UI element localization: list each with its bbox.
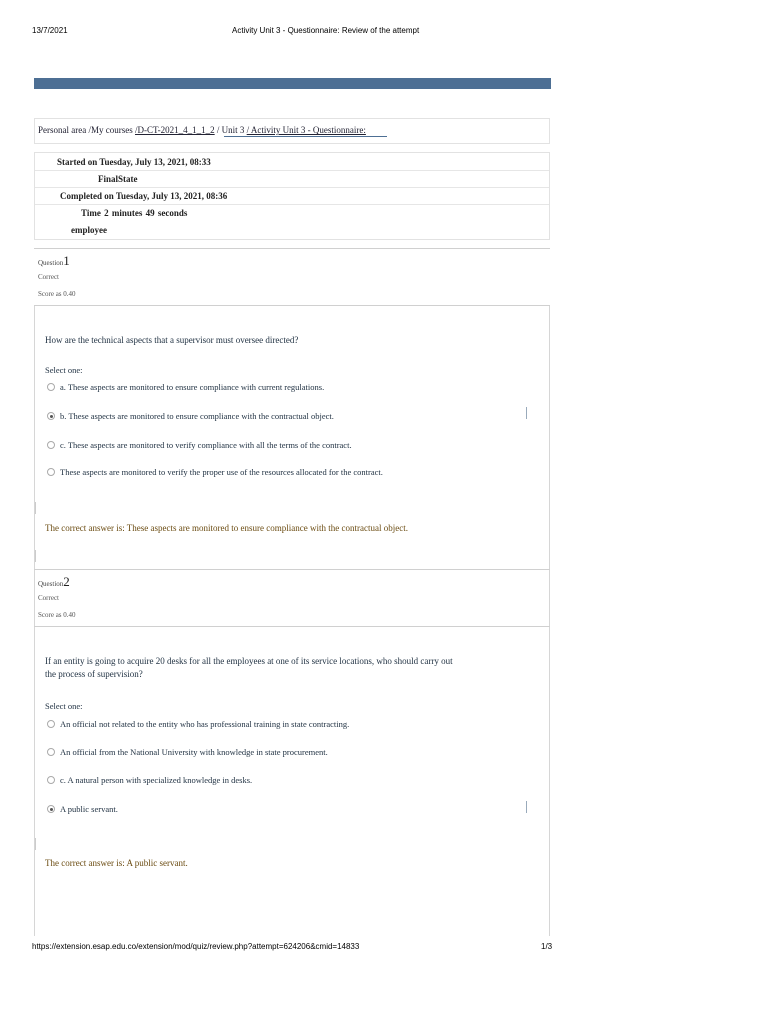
summary-completed: Completed on Tuesday, July 13, 2021, 08:36 xyxy=(60,191,228,201)
summary-employee: employee xyxy=(71,225,107,235)
summary-state: FinalState xyxy=(98,174,138,184)
question-1-number: Question1 xyxy=(38,253,70,268)
print-footer xyxy=(0,942,768,954)
question-2-text: If an entity is going to acquire 20 desks for all the employees at one of its service locations, who should carry out the process of supervision? xyxy=(45,656,453,679)
question-2-state: Correct xyxy=(38,594,59,602)
question-2-number: Question2 xyxy=(38,574,70,589)
question-2-option-c[interactable]: c. A natural person with specialized knowledge in desks. xyxy=(47,775,252,787)
breadcrumb-active-underline xyxy=(224,136,387,137)
question-2-option-a[interactable]: An official not related to the entity who has professional training in state contracting. xyxy=(47,719,349,731)
question-2-feedback: The correct answer is: A public servant. xyxy=(45,858,188,868)
breadcrumb-personal-area[interactable]: Personal area xyxy=(38,125,87,135)
question-2-option-b[interactable]: An official from the National University with knowledge in state procurement. xyxy=(47,747,328,759)
question-1-option-d[interactable]: These aspects are monitored to verify the proper use of the resources allocated for the contract. xyxy=(47,467,383,479)
question-1-grade: Score as 0.40 xyxy=(38,290,76,298)
radio-checked-icon[interactable] xyxy=(47,412,55,420)
question-1-option-a[interactable]: a. These aspects are monitored to ensure compliance with current regulations. xyxy=(47,382,324,394)
question-1-correct-mark xyxy=(526,407,527,419)
summary-time: Time 2 minutes 49 seconds xyxy=(81,208,188,218)
question-2-select-one: Select one: xyxy=(45,701,83,711)
question-1-feedback: The correct answer is: These aspects are monitored to ensure compliance with the contractual object. xyxy=(45,523,408,533)
question-1-end-divider xyxy=(35,550,36,562)
print-url: https://extension.esap.edu.co/extension/mod/quiz/review.php?attempt=624206&cmid=14833 xyxy=(32,942,360,951)
radio-unchecked-icon[interactable] xyxy=(47,748,55,756)
question-1-state: Correct xyxy=(38,273,59,281)
question-2-feedback-divider xyxy=(35,838,36,850)
site-header-bar xyxy=(34,78,551,89)
summary-employee-row xyxy=(35,221,549,238)
question-1-feedback-divider xyxy=(35,502,36,514)
radio-checked-icon[interactable] xyxy=(47,805,55,813)
radio-unchecked-icon[interactable] xyxy=(47,468,55,476)
print-date: 13/7/2021 xyxy=(32,26,68,35)
question-1-info xyxy=(34,248,550,306)
radio-unchecked-icon[interactable] xyxy=(47,720,55,728)
radio-unchecked-icon[interactable] xyxy=(47,441,55,449)
question-1-option-c[interactable]: c. These aspects are monitored to verify compliance with all the terms of the contract. xyxy=(47,440,352,452)
question-2-correct-mark xyxy=(526,801,527,813)
radio-unchecked-icon[interactable] xyxy=(47,776,55,784)
summary-completed-row xyxy=(35,187,549,205)
print-page-number: 1/3 xyxy=(541,942,553,951)
breadcrumb-unit[interactable]: / Unit 3 xyxy=(216,125,245,135)
summary-started-row xyxy=(35,153,549,171)
print-header xyxy=(0,26,768,38)
attempt-summary xyxy=(34,152,550,240)
question-2-option-d[interactable]: A public servant. xyxy=(47,804,118,816)
breadcrumb xyxy=(38,125,366,135)
breadcrumb-activity[interactable]: / Activity Unit 3 - Questionnaire: xyxy=(246,125,366,135)
question-1-select-one: Select one: xyxy=(45,365,83,375)
breadcrumb-course[interactable]: /D-CT-2021_4_1_1_2 xyxy=(134,125,215,135)
summary-started: Started on Tuesday, July 13, 2021, 08:33 xyxy=(57,157,211,167)
summary-state-row xyxy=(35,170,549,188)
breadcrumb-box xyxy=(34,118,550,144)
breadcrumb-my-courses[interactable]: /My courses xyxy=(88,125,133,135)
radio-unchecked-icon[interactable] xyxy=(47,383,55,391)
print-title: Activity Unit 3 - Questionnaire: Review of the attempt xyxy=(232,26,420,35)
summary-time-row xyxy=(35,204,549,221)
question-2-info xyxy=(34,569,550,627)
question-2-grade: Score as 0.40 xyxy=(38,611,76,619)
question-1-text: How are the technical aspects that a supervisor must oversee directed? xyxy=(45,335,299,345)
question-1-option-b[interactable]: b. These aspects are monitored to ensure compliance with the contractual object. xyxy=(47,411,334,423)
